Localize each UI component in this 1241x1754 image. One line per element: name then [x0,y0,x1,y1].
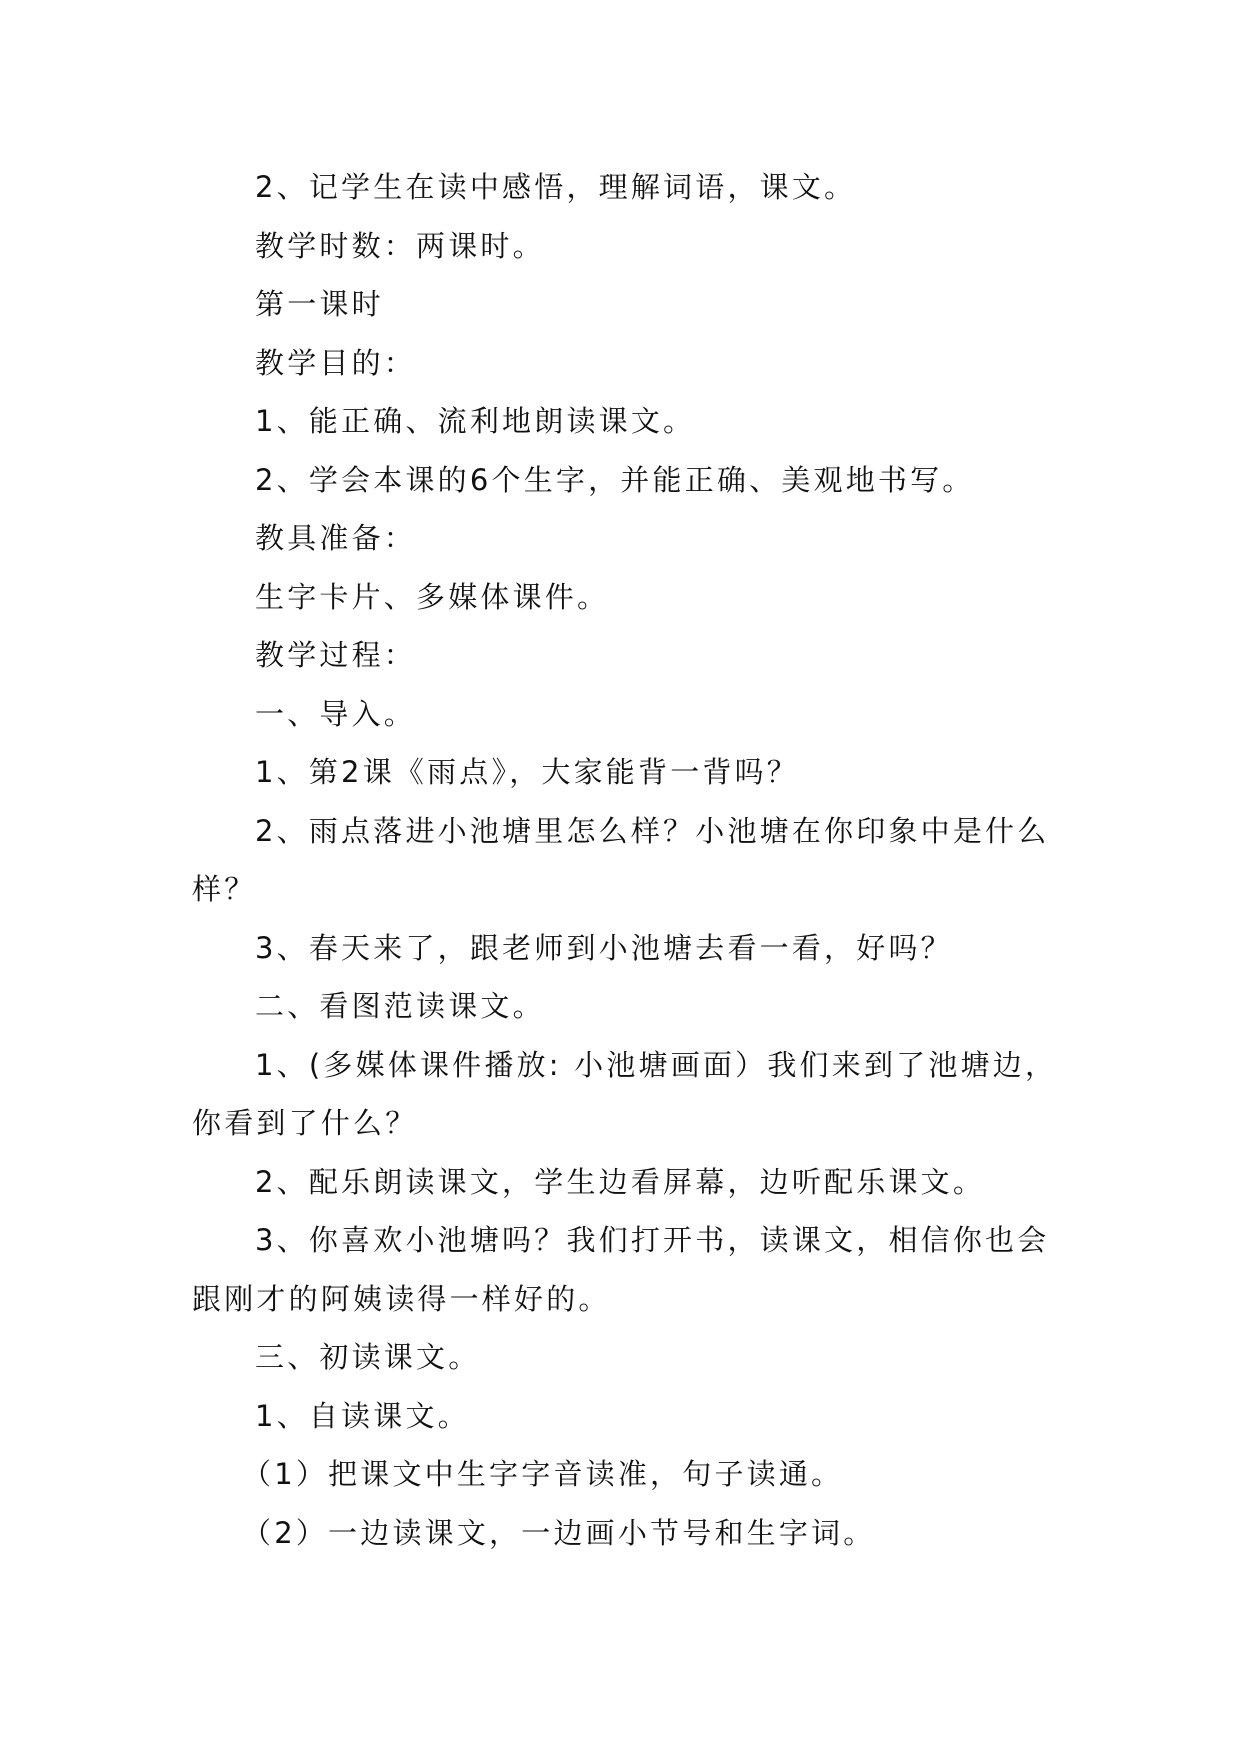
paragraph: 教学过程： [255,638,417,672]
paragraph: 三、初读课文。 [255,1340,481,1374]
paragraph: 3、你喜欢小池塘吗？我们打开书，读课文，相信你也会跟刚才的阿姨读得一样好的。 [192,1223,1050,1316]
paragraph: 2、雨点落进小池塘里怎么样？小池塘在你印象中是什么样？ [192,813,1050,906]
paragraph: 1、自读课文。 [255,1398,470,1433]
section-heading: 第一课时 [255,287,384,321]
paragraph: 1、第2课《雨点》，大家能背一背吗？ [255,755,800,789]
paragraph: 1、(多媒体课件播放: 小池塘画面）我们来到了池塘边，你看到了什么？ [192,1047,1058,1140]
paragraph: 生字卡片、多媒体课件。 [255,579,610,614]
paragraph: 2、配乐朗读课文，学生边看屏幕，边听配乐课文。 [255,1164,986,1199]
paragraph: 教学时数：两课时。 [255,228,545,263]
paragraph: 一、导入。 [255,696,417,731]
paragraph: 二、看图范读课文。 [255,989,545,1023]
paragraph: 1、能正确、流利地朗读课文。 [255,404,696,438]
document-body [192,158,1062,1562]
paragraph: 2、记学生在读中感悟，理解词语，课文。 [255,170,857,204]
paragraph: 2、学会本课的6个生字，并能正确、美观地书写。 [255,462,975,497]
paragraph: 教具准备： [255,521,417,555]
paragraph: 教学目的： [255,345,417,380]
paragraph: 3、春天来了，跟老师到小池塘去看一看，好吗？ [255,930,953,965]
paragraph: （1）把课文中生字字音读准，句子读通。 [242,1457,844,1491]
paragraph: （2）一边读课文，一边画小节号和生字词。 [242,1515,876,1550]
